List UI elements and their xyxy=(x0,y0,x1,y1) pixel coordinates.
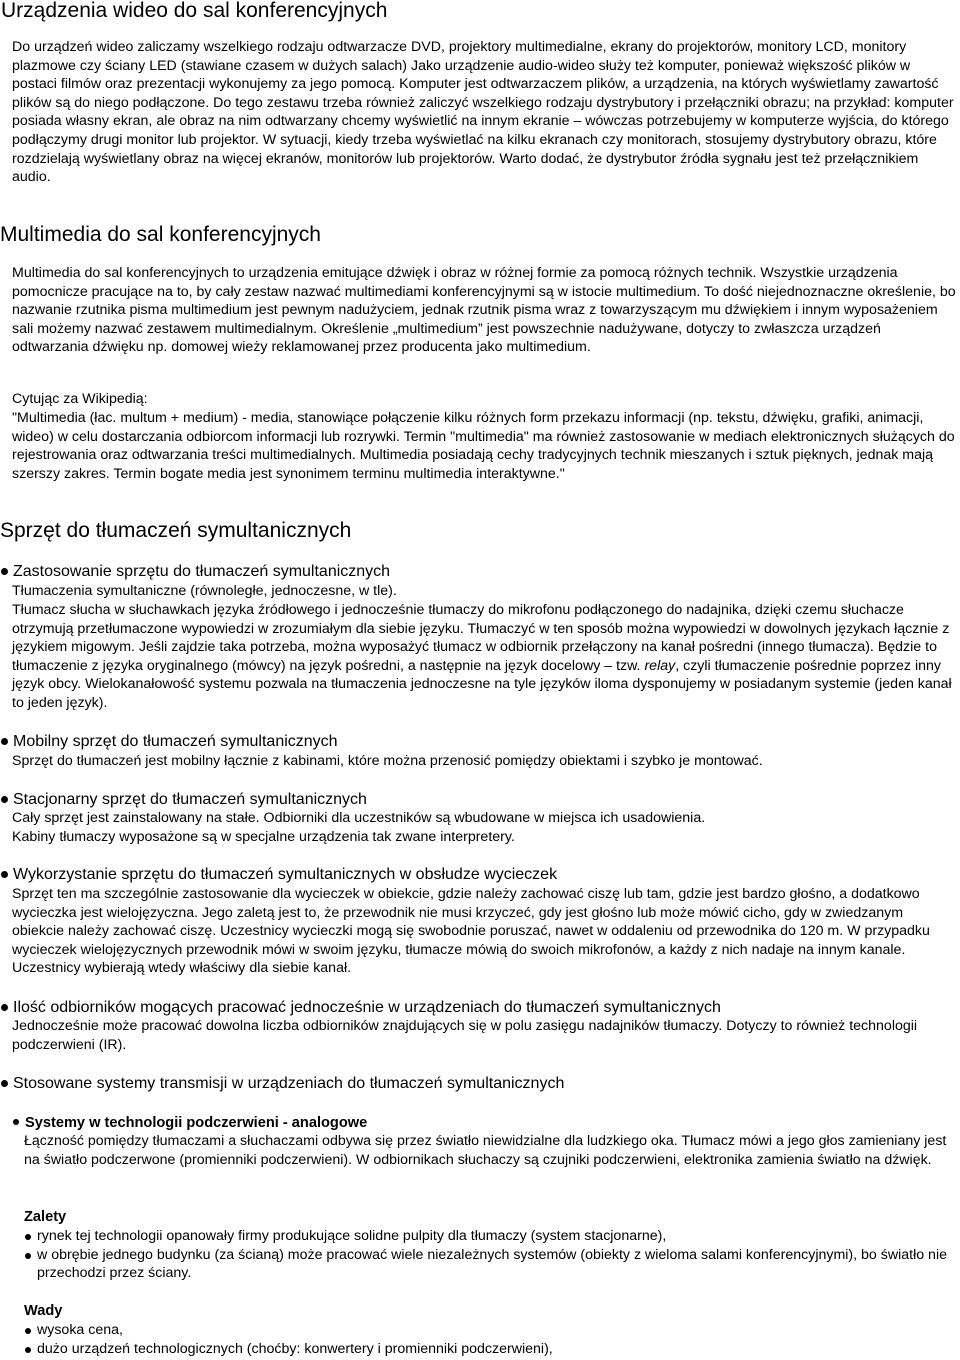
pros-label: Zalety xyxy=(24,1209,67,1225)
cons-list xyxy=(24,1321,954,1358)
pros-list xyxy=(24,1227,954,1283)
mobile-paragraph: Sprzęt do tłumaczeń jest mobilny łącznie z kabinami, które można przenosić pomiędzy obiektami i szybko je montować. xyxy=(12,753,763,769)
applications-paragraph: Tłumacz słucha w słuchawkach języka źródłowego i jednocześnie tłumaczy do mikrofonu podłączonego do nadajnika, dzięki czemu słuchacze otrzymują przetłumaczone wypowiedzi w zrozumiałym dla siebie języku. Tłumaczyć w ten sposób można wypowiedzi w dowolnych językach łącznie z językiem migowym. Jeśli zajdzie taka potrzeba, można wyposażyć tłumacz w odbiornik przełączony na kanał pośredni (innego tłumacza). Będzie to tłumaczenie z języka oryginalnego (mówcy) na język pośredni, a następnie na język docelowy – tzw. relay, czyli tłumaczenie pośrednie poprzez inny język obcy. Wielokanałowość systemu pozwala na tłumaczenia jednoczesne na tyle języków ilomа dysponujemy w posiadanym systemie (jeden kanał to jeden język). xyxy=(12,602,952,711)
intro-paragraph: Do urządzeń wideo zaliczamy wszelkiego rodzaju odtwarzacze DVD, projektory multimedialne, ekrany do projektorów, monitory LCD, monitory plazmowe czy ściany LED (stawiane czasem w dużych salach) Jako urządzenie audio-wideo służy też komputer, ponieważ większość plików w postaci filmów oraz prezentacji wykonujemy za jego pomocą. Komputer jest odtwarzaczem plików, a urządzenia, na których wyświetlamy zawartość plików są do niego podłączone. Do tego zestawu trzeba również zaliczyć wszelkiego rodzaju dystrybutory i przełączniki obrazu; na przykład: komputer posiada własny ekran, ale obraz na nim odtwarzany chcemy wyświetlić na innym ekranie – wówczas potrzebujemy w komputerze wyjścia, do którego podłączymy drugi monitor lub projektor. W sytuacji, kiedy trzeba wyświetlać na kilku ekranach czy monitorach, stosujemy dystrybutory obrazu, które rozdzielają wyświetlany obraz na więcej ekranów, monitorów lub projektorów. Warto dodać, że dystrybutor źródła sygnału jest też przełącznikiem audio. xyxy=(12,39,954,186)
section-heading-interpretation: Sprzęt do tłumaczeń symultanicznych xyxy=(0,519,352,542)
tours-paragraph: Sprzęt ten ma szczególnie zastosowanie dla wycieczek w obiekcie, gdzie należy zachować ciszę lub tam, gdzie jest bardzo głośno, a dodatkowo wycieczka jest wielojęzyczna. Jego zaletą jest to, że przewodnik nie musi krzyczeć, gdy jest głośno lub może mówić cicho, gdy w zwiedzanym obiekcie należy zachować ciszę. Uczestnicy wycieczki mogą się swobodnie poruszać, nawet w oddaleniu od przewodnika do 120 m. W przypadku wycieczek wielojęzycznych przewodnik mówi w swoim języku, tłumacze mówią do swoich mikrofonów, a każdy z nich nadaje na innym kanale. Uczestnicy wybierają wtedy właściwy dla siebie kanał. xyxy=(12,886,930,977)
subsection-heading-mobile: Mobilny sprzęt do tłumaczeń symultanicznych xyxy=(0,732,338,752)
page-title: Urządzenia wideo do sal konferencyjnych xyxy=(1,0,388,22)
quote-intro: Cytując za Wikipedią: xyxy=(12,391,148,407)
stationary-line-2: Kabiny tłumaczy wyposażone są w specjalne urządzenia tak zwane interpretery. xyxy=(12,829,515,845)
stationary-line-1: Cały sprzęt jest zainstalowany na stałe. Odbiorniki dla uczestników są wbudowane w miejsca ich usadowienia. xyxy=(12,810,706,826)
infrared-paragraph: Łączność pomiędzy tłumaczami a słuchaczami odbywa się przez światło niewidzialne dla ludzkiego oka. Tłumacz mówi a jego głos zamieniany jest na światło podczerwone (promienniki podczerwieni). W odbiornikach słuchaczy są czujniki podczerwieni, elektronika zamienia światło na dźwięk. xyxy=(24,1133,947,1168)
list-item: rynek tej technologii opanowały firmy produkujące solidne pulpity dla tłumaczy (system stacjonarne), xyxy=(24,1227,954,1246)
wikipedia-quote: "Multimedia (łac. multum + medium) - media, stanowiące połączenie kilku różnych form przekazu informacji (np. tekstu, dźwięku, grafiki, animacji, wideo) w celu dostarczania odbiorcom informacji lub rozrywki. Termin "multimedia" ma również zastosowanie w mediach elektronicznych służących do rejestrowania oraz odtwarzania treści multimedialnych. Multimedia posiadają cechy tradycyjnych technik mieszanych i sztuk pięknych, jednak mają szerszy zakres. Termin bogate media jest synonimem terminu multimedia interaktywne." xyxy=(12,410,955,482)
receivers-paragraph: Jednocześnie może pracować dowolna liczba odbiorników znajdujących się w polu zasięgu nadajników tłumaczy. Dotyczy to również technologii podczerwieni (IR). xyxy=(12,1018,918,1053)
list-item: dużo urządzeń technologicznych (choćby: konwertery i promienniki podczerwieni), xyxy=(24,1340,954,1359)
applications-line: Tłumaczenia symultaniczne (równoległe, jednoczesne, w tle). xyxy=(12,583,397,599)
subsection-heading-applications: Zastosowanie sprzętu do tłumaczeń symultanicznych xyxy=(0,562,390,582)
list-item: wysoka cena, xyxy=(24,1321,954,1340)
subsection-heading-receivers: Ilość odbiorników mogących pracować jednocześnie w urządzeniach do tłumaczeń symultanicznych xyxy=(0,998,721,1018)
multimedia-paragraph: Multimedia do sal konferencyjnych to urządzenia emitujące dźwięk i obraz w różnej formie za pomocą różnych technik. Wszystkie urządzenia pomocnicze pracujące na to, by cały zestaw nazwać multimediami konferencyjnymi są w istocie multimedium. To dość niejednoznaczne określenie, bo nazwanie rzutnika pisma multimedium jest pewnym nadużyciem, jednak rzutnik pisma wraz z towarzyszącym mu dźwiękiem i innym wyposażeniem sali możemy nazwać zestawem multimedialnym. Określenie „multimedium” jest powszechnie nadużywane, dotyczy to zwłaszcza urządzeń odtwarzania dźwięku np. domowej wieży reklamowanej przez producenta jako multimedium. xyxy=(12,265,956,356)
cons-label: Wady xyxy=(24,1303,63,1319)
subheading-infrared: Systemy w technologii podczerwieni - analogowe xyxy=(12,1114,367,1132)
subsection-heading-stationary: Stacjonarny sprzęt do tłumaczeń symultanicznych xyxy=(0,790,367,810)
list-item: w obrębie jednego budynku (za ścianą) może pracować wiele niezależnych systemów (obiekty z wieloma salami konferencyjnymi), bo światło nie przechodzi przez ściany. xyxy=(24,1246,954,1283)
subsection-heading-tours: Wykorzystanie sprzętu do tłumaczeń symultanicznych w obsłudze wycieczek xyxy=(0,865,557,885)
subsection-heading-transmission: Stosowane systemy transmisji w urządzeniach do tłumaczeń symultanicznych xyxy=(0,1074,564,1094)
section-heading-multimedia: Multimedia do sal konferencyjnych xyxy=(0,223,321,246)
